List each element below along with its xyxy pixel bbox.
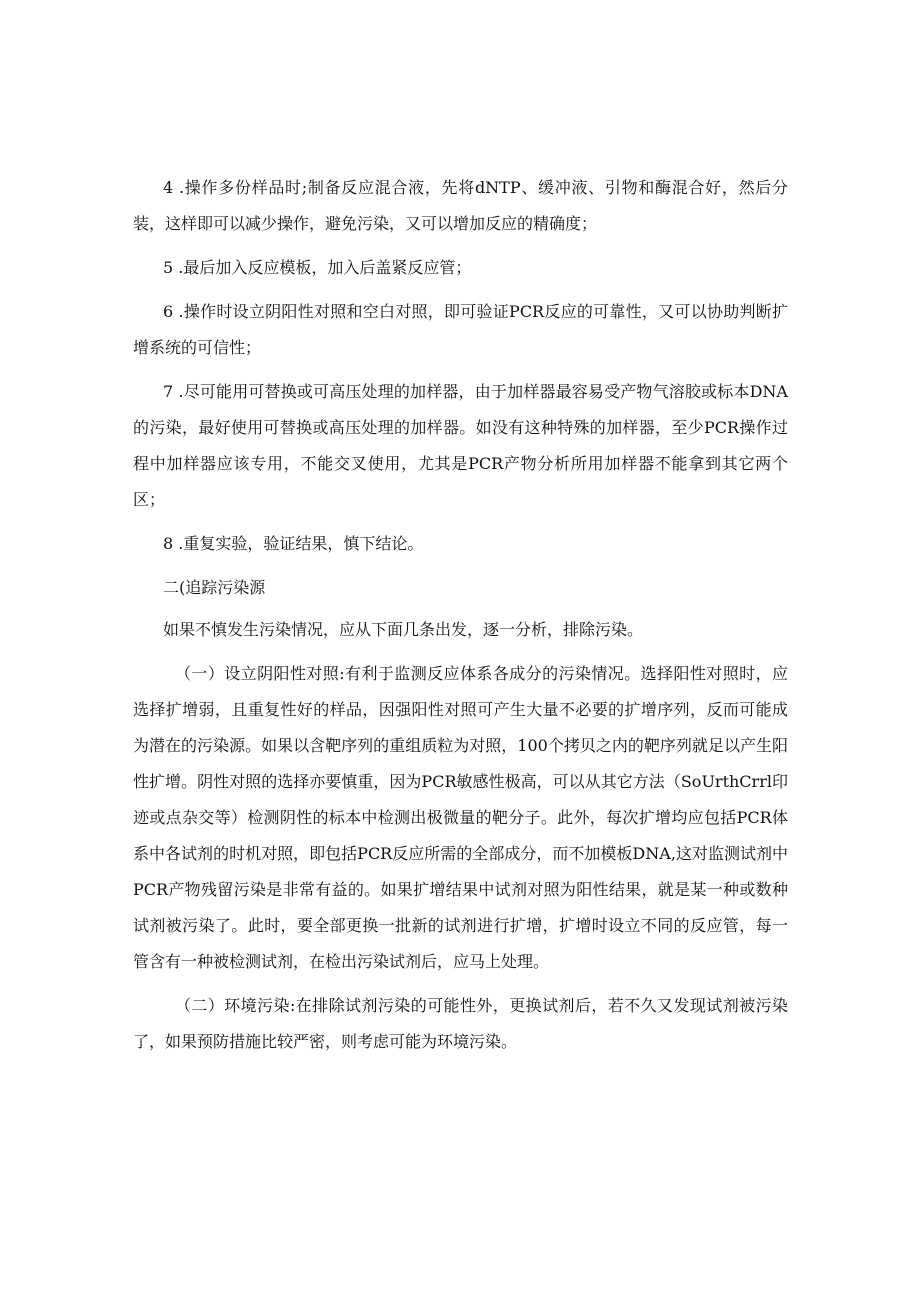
paragraph-step-6: 6 .操作时设立阴阳性对照和空白对照，即可验证PCR反应的可靠性，又可以协助判断扩增系统的可信性； xyxy=(133,302,788,357)
paragraph-step-7: 7 .尽可能用可替换或可高压处理的加样器，由于加样器最容易受产物气溶胶或标本DNA的污染，最好使用可替换或高压处理的加样器。如没有这种特殊的加样器，至少PCR操作过程中加样器应该专用，不能交叉使用，尤其是PCR产物分析所用加样器不能拿到其它两个区； xyxy=(133,382,788,509)
section-heading-trace-contamination: 二(追踪污染源 xyxy=(163,578,266,597)
paragraph-step-5: 5 .最后加入反应模板，加入后盖紧反应管； xyxy=(163,258,472,277)
paragraph-environment: （二）环境污染:在排除试剂污染的可能性外，更换试剂后，若不久又发现试剂被污染了，如果预防措施比较严密，则考虑可能为环境污染。 xyxy=(133,996,788,1051)
paragraph-step-8: 8 .重复实验，验证结果，慎下结论。 xyxy=(163,534,424,553)
paragraph-controls: （一）设立阴阳性对照:有利于监测反应体系各成分的污染情况。选择阳性对照时，应选择扩增弱，且重复性好的样品，因强阳性对照可产生大量不必要的扩增序列，反而可能成为潜在的污染源。如果以含靶序列的重组质粒为对照，100个拷贝之内的靶序列就足以产生阳性扩增。阴性对照的选择亦要慎重，因为PCR敏感性极高，可以从其它方法（SoUrthCrrl印迹或点杂交等）检测阴性的标本中检测出极微量的靶分子。此外，每次扩增均应包括PCR体系中各试剂的时机对照，即包括PCR反应所需的全部成分，而不加模板DNA,这对监测试剂中PCR产物残留污染是非常有益的。如果扩增结果中试剂对照为阳性结果，就是某一种或数种试剂被污染了。此时，要全部更换一批新的试剂进行扩增，扩增时设立不同的反应管，每一管含有一种被检测试剂，在检出污染试剂后，应马上处理。 xyxy=(133,664,788,971)
paragraph-intro: 如果不慎发生污染情况，应从下面几条出发，逐一分析，排除污染。 xyxy=(163,620,644,639)
paragraph-step-4: 4 .操作多份样品时;制备反应混合液，先将dNTP、缓冲液、引物和酶混合好，然后分装，这样即可以减少操作，避免污染，又可以增加反应的精确度； xyxy=(133,178,788,233)
document-body xyxy=(133,170,788,1068)
